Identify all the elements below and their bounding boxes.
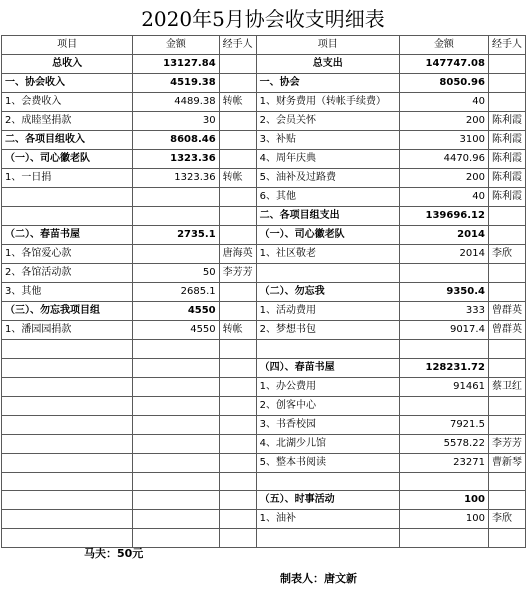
table-row [2,226,526,245]
income-item-cell: 2、成睦坚捐款 [2,112,133,131]
header-handler-left: 经手人 [219,36,256,55]
expense-handler-cell [488,415,525,434]
expense-amount-cell [399,472,488,491]
table-row [2,415,526,434]
income-handler-cell [219,434,256,453]
expense-amount-cell: 4470.96 [399,150,488,169]
expense-item-cell: 4、周年庆典 [256,150,399,169]
expense-handler-cell: 曾群英 [488,302,525,321]
expense-amount-cell: 7921.5 [399,415,488,434]
expense-amount-cell: 91461 [399,377,488,396]
income-item-cell [2,491,133,510]
income-amount-cell: 8608.46 [133,131,219,150]
expense-handler-cell: 陈利霞 [488,131,525,150]
finance-table [1,35,526,548]
table-row [2,491,526,510]
income-item-cell: 3、其他 [2,283,133,302]
expense-item-cell [256,340,399,359]
income-handler-cell [219,358,256,377]
table-row [2,264,526,283]
expense-amount-cell: 2014 [399,226,488,245]
table-row [2,150,526,169]
income-item-cell [2,340,133,359]
horse-fee-note: 马夫：50元 [84,547,144,560]
income-amount-cell [133,491,219,510]
income-amount-cell: 1323.36 [133,150,219,169]
income-handler-cell [219,112,256,131]
income-amount-cell [133,510,219,529]
expense-amount-cell: 147747.08 [399,55,488,74]
income-handler-cell: 唐海英 [219,245,256,264]
income-handler-cell: 李芳芳 [219,264,256,283]
expense-item-cell: 3、书香校园 [256,415,399,434]
expense-item-cell: （四）、春苗书屋 [256,358,399,377]
table-row [2,453,526,472]
table-row [2,434,526,453]
income-amount-cell [133,340,219,359]
table-row [2,302,526,321]
expense-amount-cell [399,529,488,548]
income-item-cell: （二）、春苗书屋 [2,226,133,245]
table-row [2,529,526,548]
expense-handler-cell: 陈利霞 [488,188,525,207]
table-row [2,207,526,226]
expense-item-cell [256,529,399,548]
expense-item-cell: 总支出 [256,55,399,74]
income-handler-cell [219,491,256,510]
expense-handler-cell [488,340,525,359]
table-row [2,245,526,264]
expense-handler-cell [488,283,525,302]
expense-handler-cell [488,491,525,510]
expense-handler-cell: 陈利霞 [488,112,525,131]
expense-amount-cell: 5578.22 [399,434,488,453]
expense-item-cell: 1、活动费用 [256,302,399,321]
income-item-cell: 一、协会收入 [2,74,133,93]
expense-handler-cell [488,264,525,283]
income-handler-cell: 转帐 [219,169,256,188]
expense-item-cell: 1、财务费用（转帐手续费） [256,93,399,112]
income-handler-cell [219,131,256,150]
expense-amount-cell: 333 [399,302,488,321]
expense-item-cell: 5、油补及过路费 [256,169,399,188]
income-amount-cell: 1323.36 [133,169,219,188]
expense-handler-cell: 蔡卫红 [488,377,525,396]
expense-handler-cell [488,226,525,245]
expense-handler-cell [488,207,525,226]
expense-item-cell: 1、油补 [256,510,399,529]
income-handler-cell [219,150,256,169]
expense-amount-cell: 200 [399,169,488,188]
expense-amount-cell: 100 [399,510,488,529]
expense-handler-cell [488,529,525,548]
expense-handler-cell [488,93,525,112]
table-row [2,377,526,396]
expense-item-cell: 6、其他 [256,188,399,207]
expense-handler-cell: 李欣 [488,510,525,529]
expense-item-cell: （五）、时事活动 [256,491,399,510]
income-item-cell: 1、各馆爱心款 [2,245,133,264]
expense-item-cell: 2、梦想书包 [256,321,399,340]
income-amount-cell [133,529,219,548]
expense-amount-cell: 2014 [399,245,488,264]
header-amount-right: 金额 [399,36,488,55]
expense-item-cell: 1、社区敬老 [256,245,399,264]
income-item-cell: 1、一日捐 [2,169,133,188]
table-row [2,188,526,207]
income-handler-cell [219,510,256,529]
income-amount-cell [133,377,219,396]
income-handler-cell [219,283,256,302]
income-handler-cell [219,226,256,245]
expense-amount-cell: 9017.4 [399,321,488,340]
expense-handler-cell: 李芳芳 [488,434,525,453]
income-item-cell: 1、会费收入 [2,93,133,112]
expense-item-cell: 4、北湖少儿馆 [256,434,399,453]
expense-item-cell: 一、协会 [256,74,399,93]
income-handler-cell [219,472,256,491]
income-item-cell: （一）、司心徽老队 [2,150,133,169]
expense-item-cell: （一）、司心徽老队 [256,226,399,245]
expense-handler-cell [488,358,525,377]
expense-amount-cell: 200 [399,112,488,131]
income-item-cell [2,510,133,529]
income-handler-cell [219,415,256,434]
expense-amount-cell [399,396,488,415]
header-item-left: 项目 [2,36,133,55]
income-item-cell: （三）、勿忘我项目组 [2,302,133,321]
income-item-cell [2,358,133,377]
expense-amount-cell: 139696.12 [399,207,488,226]
income-handler-cell [219,396,256,415]
income-amount-cell [133,396,219,415]
table-row [2,169,526,188]
income-amount-cell: 4550 [133,321,219,340]
income-amount-cell [133,358,219,377]
expense-amount-cell: 8050.96 [399,74,488,93]
income-item-cell [2,188,133,207]
income-item-cell: 总收入 [2,55,133,74]
income-item-cell [2,396,133,415]
expense-amount-cell: 128231.72 [399,358,488,377]
income-handler-cell: 转帐 [219,321,256,340]
table-row [2,283,526,302]
income-handler-cell [219,529,256,548]
header-amount-left: 金额 [133,36,219,55]
table-row [2,112,526,131]
income-amount-cell: 2685.1 [133,283,219,302]
income-handler-cell: 转帐 [219,93,256,112]
income-item-cell [2,434,133,453]
expense-amount-cell: 40 [399,188,488,207]
expense-item-cell [256,264,399,283]
expense-amount-cell: 9350.4 [399,283,488,302]
income-item-cell: 1、潘园园捐款 [2,321,133,340]
expense-amount-cell: 23271 [399,453,488,472]
expense-handler-cell [488,396,525,415]
expense-item-cell [256,472,399,491]
expense-handler-cell [488,472,525,491]
income-item-cell [2,453,133,472]
table-row [2,358,526,377]
income-handler-cell [219,340,256,359]
income-amount-cell: 4550 [133,302,219,321]
income-handler-cell [219,55,256,74]
expense-item-cell: 1、办公费用 [256,377,399,396]
table-row [2,55,526,74]
expense-amount-cell: 40 [399,93,488,112]
table-row [2,131,526,150]
income-item-cell [2,207,133,226]
income-item-cell: 2、各馆活动款 [2,264,133,283]
expense-handler-cell: 曾群英 [488,321,525,340]
expense-item-cell: 5、整本书阅读 [256,453,399,472]
expense-item-cell: 2、会员关怀 [256,112,399,131]
income-amount-cell [133,207,219,226]
expense-handler-cell [488,55,525,74]
expense-item-cell: 二、各项目组支出 [256,207,399,226]
income-amount-cell: 13127.84 [133,55,219,74]
expense-amount-cell: 3100 [399,131,488,150]
income-amount-cell [133,434,219,453]
table-row [2,510,526,529]
header-handler-right: 经手人 [488,36,525,55]
income-amount-cell [133,188,219,207]
income-handler-cell [219,74,256,93]
income-item-cell [2,415,133,434]
expense-amount-cell [399,340,488,359]
expense-handler-cell [488,74,525,93]
income-item-cell: 二、各项目组收入 [2,131,133,150]
expense-amount-cell: 100 [399,491,488,510]
income-handler-cell [219,207,256,226]
expense-handler-cell: 李欣 [488,245,525,264]
income-amount-cell: 30 [133,112,219,131]
income-amount-cell: 2735.1 [133,226,219,245]
income-amount-cell: 4489.38 [133,93,219,112]
income-item-cell [2,472,133,491]
expense-handler-cell: 陈利霞 [488,150,525,169]
table-row [2,74,526,93]
income-amount-cell [133,453,219,472]
expense-item-cell: （二）、勿忘我 [256,283,399,302]
table-row [2,396,526,415]
header-row [2,36,526,55]
income-amount-cell [133,472,219,491]
income-amount-cell: 4519.38 [133,74,219,93]
income-handler-cell [219,302,256,321]
table-row [2,93,526,112]
expense-handler-cell: 陈利霞 [488,169,525,188]
income-amount-cell [133,245,219,264]
table-row [2,472,526,491]
expense-item-cell: 3、补贴 [256,131,399,150]
table-maker-note: 制表人：唐文新 [280,572,357,585]
table-row [2,340,526,359]
sheet-title: 2020年5月协会收支明细表 [141,7,385,31]
income-handler-cell [219,188,256,207]
header-item-right: 项目 [256,36,399,55]
income-item-cell [2,377,133,396]
income-amount-cell: 50 [133,264,219,283]
expense-amount-cell [399,264,488,283]
expense-item-cell: 2、创客中心 [256,396,399,415]
table-row [2,321,526,340]
income-handler-cell [219,377,256,396]
income-handler-cell [219,453,256,472]
expense-handler-cell: 曹新琴 [488,453,525,472]
income-amount-cell [133,415,219,434]
